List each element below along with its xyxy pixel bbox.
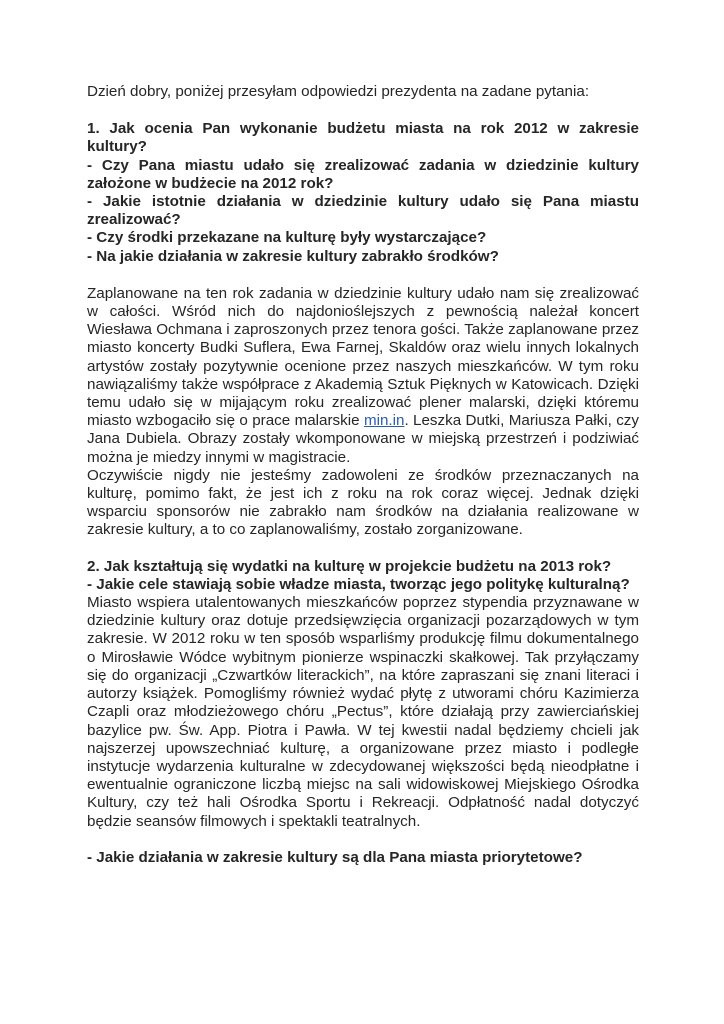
- answer-1-paragraph-2: Oczywiście nigdy nie jesteśmy zadowoleni ze środków przeznaczanych na kulturę, pomimo fakt, że jest ich z roku na rok coraz więcej. Jednak dzięki wsparciu sponsorów nie zabrakło nam środków na działania realizowane w zakresie kultury, a to co zaplanowaliśmy, zostało zorganizowane.: [87, 466, 639, 539]
- question-3: - Jakie działania w zakresie kultury są dla Pana miasta priorytetowe?: [87, 848, 583, 866]
- spacer: [87, 266, 639, 285]
- question-1: 1. Jak ocenia Pan wykonanie budżetu miasta na rok 2012 w zakresie kultury?: [87, 120, 639, 156]
- sub-question-1d: - Na jakie działania w zakresie kultury zabrakło środków?: [87, 247, 499, 265]
- sub-question-1a: - Czy Pana miastu udało się zrealizować zadania w dziedzinie kultury założone w budżecie na 2012 rok?: [87, 156, 639, 192]
- section-1: [87, 120, 639, 539]
- sub-question-1b: - Jakie istotnie działania w dziedzinie kultury udało się Pana miastu zrealizować?: [87, 193, 639, 229]
- answer-1-text-start: Zaplanowane na ten rok zadania w dziedzinie kultury udało nam się zrealizować w całości. Wśród nich do najdonioślejszych z pewnością należał koncert Wiesława Ochmana i zaproszonych przez tenora gości. Także zaplanowane przez miasto koncerty Budki Suflera, Ewa Farnej, Skaldów oraz wielu innych lokalnych artystów zostały pozytywnie ocenione przez naszych mieszkańców. W tym roku nawiązaliśmy także współprace z Akademią Sztuk Pięknych w Katowicach. Dzięki temu udało się w mijającym roku zrealizować plener malarski, dzięki któremu miasto wzbogaciło się o prace malarskie: [87, 284, 639, 430]
- min-in-link[interactable]: min.in: [363, 412, 405, 430]
- spacer: [87, 831, 639, 849]
- answer-2-paragraph: Miasto wspiera utalentowanych mieszkańców poprzez stypendia przyznawane w dziedzinie kultury oraz dotuje przedsięwzięcia organizacji pozarządowych w tym zakresie. W 2012 roku w ten sposób wsparliśmy produkcję filmu dokumentalnego o Mirosławie Wódce wybitnym pionierze wspinaczki skałkowej. Tak przyłączamy się do organizacji „Czwartków literackich”, na które zapraszani się znani literaci i autorzy książek. Pomogliśmy również wydać płytę z utworami chóru Kazimierza Czapli oraz młodzieżowego chóru „Pectus”, które działają przy zawierciańskiej bazylice pw. Św. App. Piotra i Pawła. W tej kwestii nadal będziemy chcieli jak najszerzej upowszechniać kulturę, a organizowane przez miasto i podległe instytucje wydarzenia kulturalne w zdecydowanej większości będą nieodpłatne i ewentualnie ograniczone liczbą miejsc na sali widowiskowej Miejskiego Ośrodka Kultury, czy też hali Ośrodka Sportu i Rekreacji. Odpłatność nadal dotyczyć będzie seansów filmowych i spektakli teatralnych.: [87, 594, 639, 830]
- answer-1-paragraph-1: [87, 285, 639, 467]
- answer-1-text-end: . Leszka Dutki, Mariusza Pałki, czy Jana Dubiela. Obrazy zostały wkomponowane w miejską przestrzeń i podziwiać można je miedzy innymi w magistracie.: [87, 412, 639, 466]
- section-3: [87, 849, 639, 867]
- intro-text: Dzień dobry, poniżej przesyłam odpowiedzi prezydenta na zadane pytania:: [87, 83, 590, 100]
- question-2: 2. Jak kształtują się wydatki na kulturę w projekcie budżetu na 2013 rok?: [87, 557, 612, 575]
- sub-question-2a: - Jakie cele stawiają sobie władze miasta, tworząc jego politykę kulturalną?: [87, 575, 630, 593]
- spacer: [87, 540, 639, 558]
- section-2: [87, 558, 639, 831]
- document-page: [87, 83, 639, 867]
- sub-question-1c: - Czy środki przekazane na kulturę były wystarczające?: [87, 229, 487, 247]
